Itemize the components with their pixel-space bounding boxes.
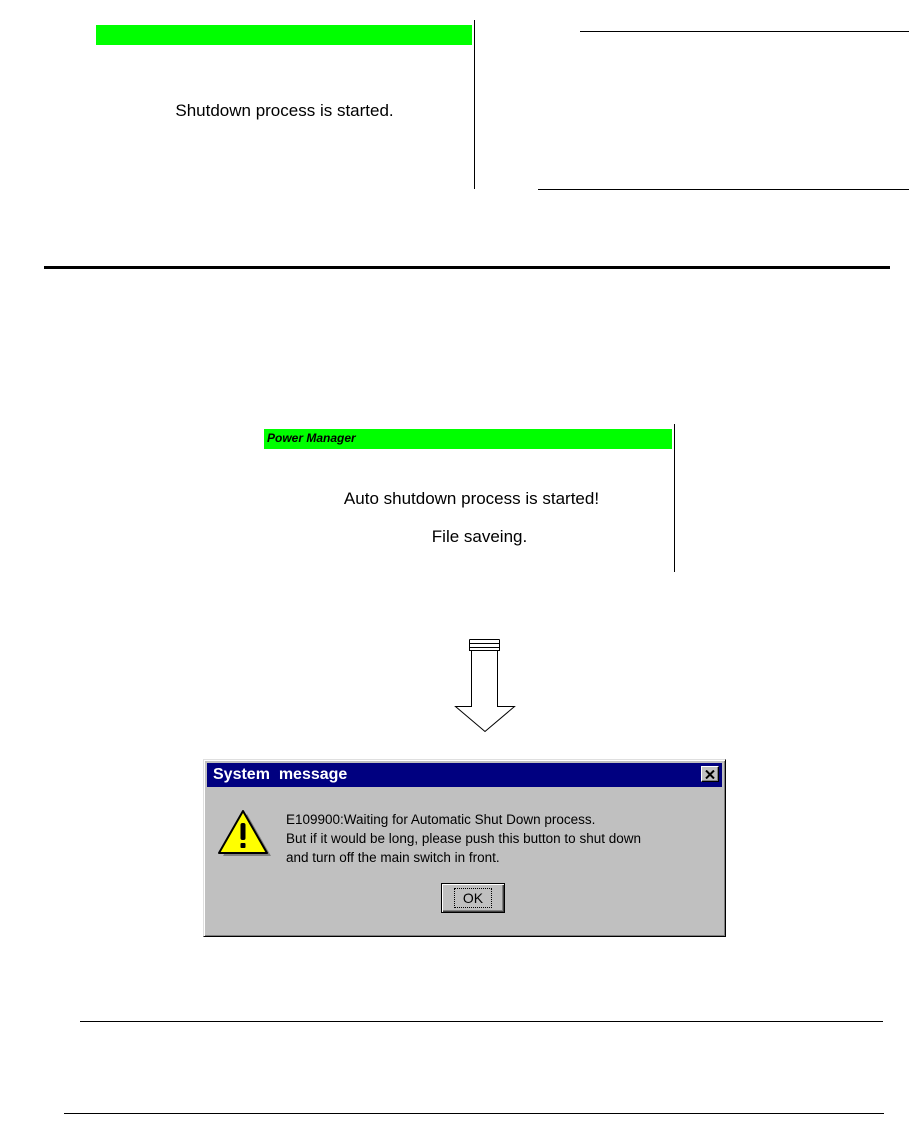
system-message-dialog bbox=[203, 759, 726, 937]
divider bbox=[64, 1113, 884, 1114]
dialog-message-line1: E109900:Waiting for Automatic Shut Down process. bbox=[286, 812, 596, 827]
close-button[interactable] bbox=[701, 766, 719, 782]
dialog-message-line3: and turn off the main switch in front. bbox=[286, 850, 500, 865]
divider bbox=[538, 189, 909, 190]
dialog-message-line2: But if it would be long, please push this button to shut down bbox=[286, 831, 641, 846]
divider bbox=[580, 31, 909, 32]
power-manager-title: Power Manager bbox=[267, 431, 356, 445]
dialog-message bbox=[286, 810, 716, 867]
power-manager-title-bar bbox=[264, 429, 672, 449]
ok-button-label: OK bbox=[454, 888, 492, 908]
divider bbox=[80, 1021, 883, 1022]
warning-icon bbox=[217, 808, 273, 858]
power-message-line2: File saveing. bbox=[431, 527, 528, 546]
panel-title-bar bbox=[96, 25, 472, 45]
down-arrow-icon bbox=[452, 638, 518, 734]
ok-button[interactable] bbox=[441, 883, 505, 913]
section-rule bbox=[44, 266, 890, 269]
power-manager-panel bbox=[262, 424, 675, 572]
dialog-title-bar bbox=[207, 763, 722, 787]
dialog-title: System message bbox=[213, 766, 348, 783]
close-icon bbox=[705, 770, 715, 779]
shutdown-panel bbox=[94, 20, 475, 189]
shutdown-message: Shutdown process is started. bbox=[175, 101, 394, 120]
power-message-line1: Auto shutdown process is started! bbox=[343, 489, 600, 508]
